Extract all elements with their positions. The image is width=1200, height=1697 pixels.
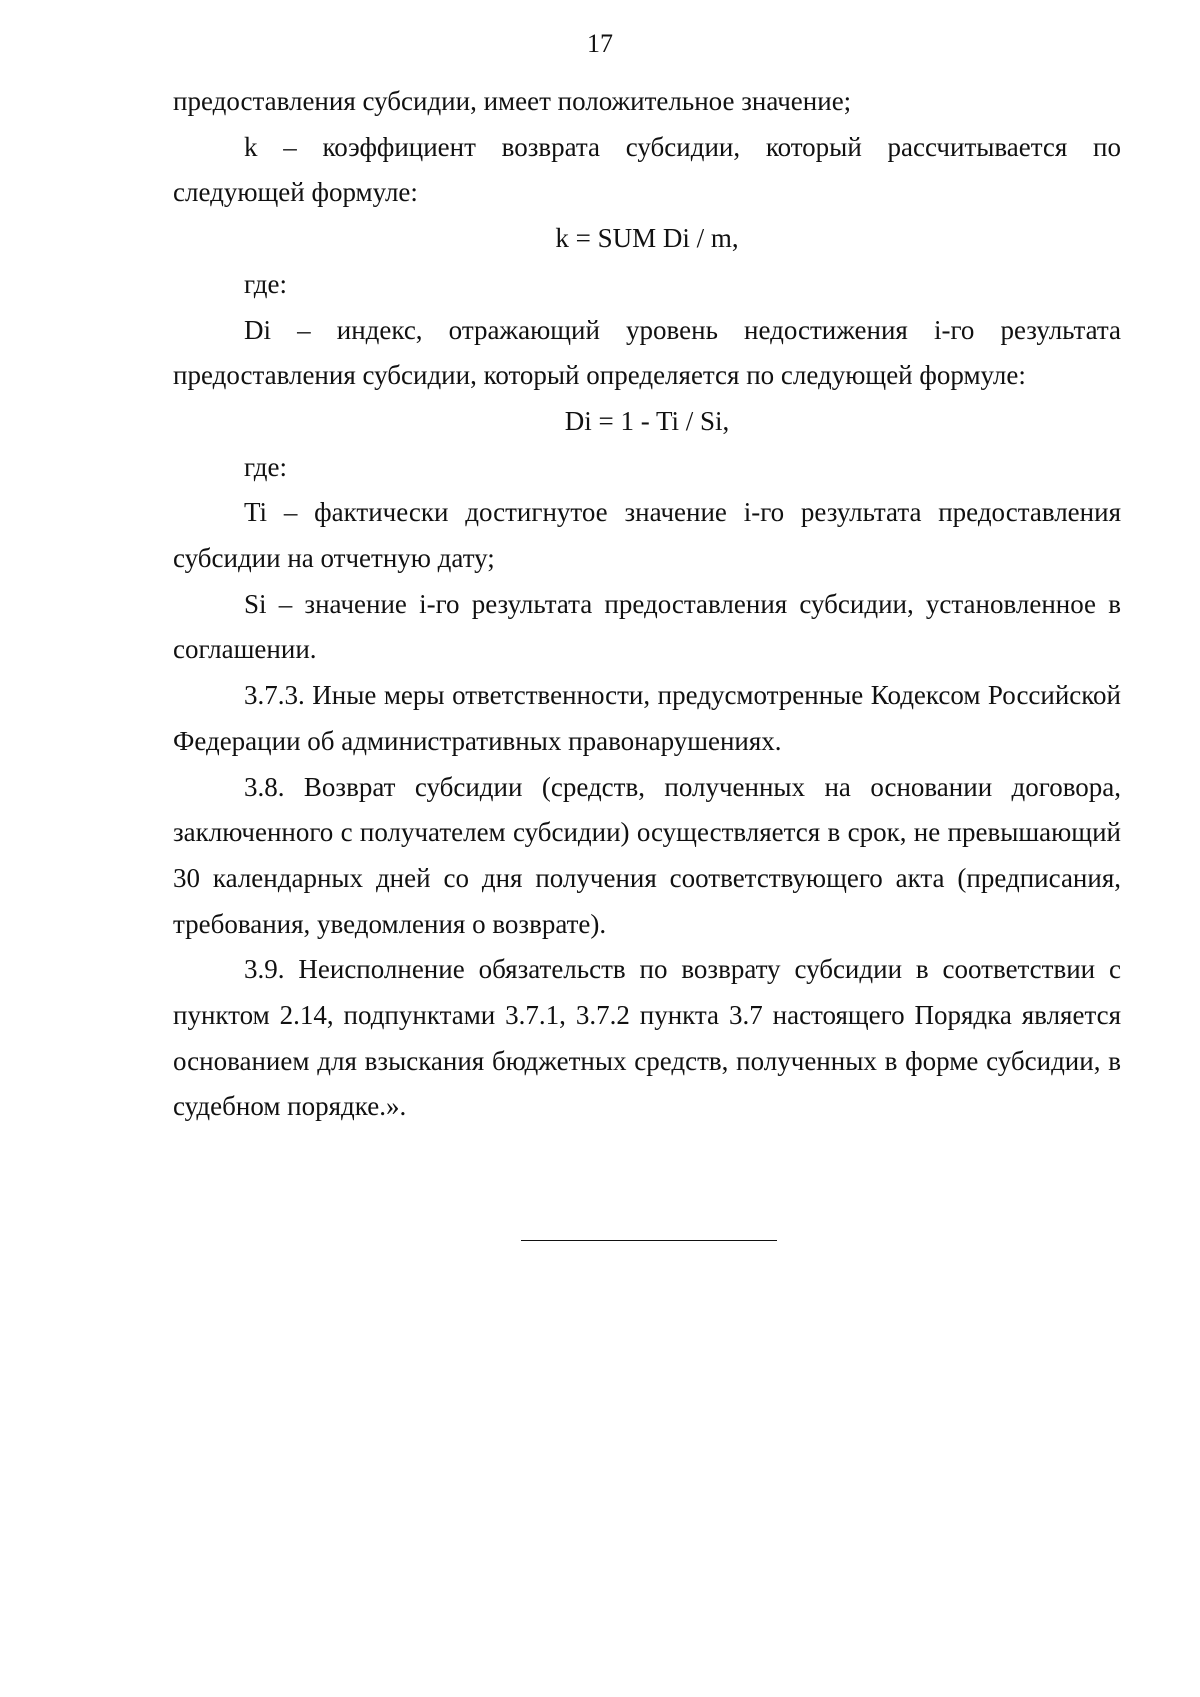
formula-k: k = SUM Di / m, bbox=[555, 223, 739, 254]
formula-di: Di = 1 - Ti / Si, bbox=[564, 405, 730, 436]
end-divider bbox=[521, 1240, 777, 1241]
paragraph-3-7-3: 3.7.3. Иные меры ответственности, предусмотренные Кодексом Российской Федерации об административных правонарушениях. bbox=[173, 680, 1121, 756]
document-body bbox=[173, 79, 1121, 1130]
paragraph-continuation: предоставления субсидии, имеет положительное значение; bbox=[173, 86, 852, 116]
paragraph-3-9: 3.9. Неисполнение обязательств по возврату субсидии в соответствии с пунктом 2.14, подпунктами 3.7.1, 3.7.2 пункта 3.7 настоящего Порядка является основанием для взыскания бюджетных средств, полученных в форме субсидии, в судебном порядке.». bbox=[173, 954, 1121, 1122]
page-number: 17 bbox=[587, 29, 613, 58]
paragraph-si-definition: Si – значение i-го результата предоставления субсидии, установленное в соглашении. bbox=[173, 588, 1121, 665]
paragraph-ti-definition: Ti – фактически достигнутое значение i-го результата предоставления субсидии на отчетную дату; bbox=[173, 497, 1121, 574]
paragraph-k-definition: k – коэффициент возврата субсидии, который рассчитывается по следующей формуле: bbox=[173, 131, 1121, 208]
paragraph-3-8: 3.8. Возврат субсидии (средств, полученных на основании договора, заключенного с получателем субсидии) осуществляется в срок, не превышающий 30 календарных дней со дня получения соответствующего акта (предписания, требования, уведомления о возврате). bbox=[173, 771, 1121, 939]
paragraph-where-1: где: bbox=[244, 268, 287, 299]
paragraph-where-2: где: bbox=[244, 451, 287, 482]
paragraph-di-definition: Di – индекс, отражающий уровень недостижения i-го результата предоставления субсидии, который определяется по следующей формуле: bbox=[173, 314, 1121, 391]
